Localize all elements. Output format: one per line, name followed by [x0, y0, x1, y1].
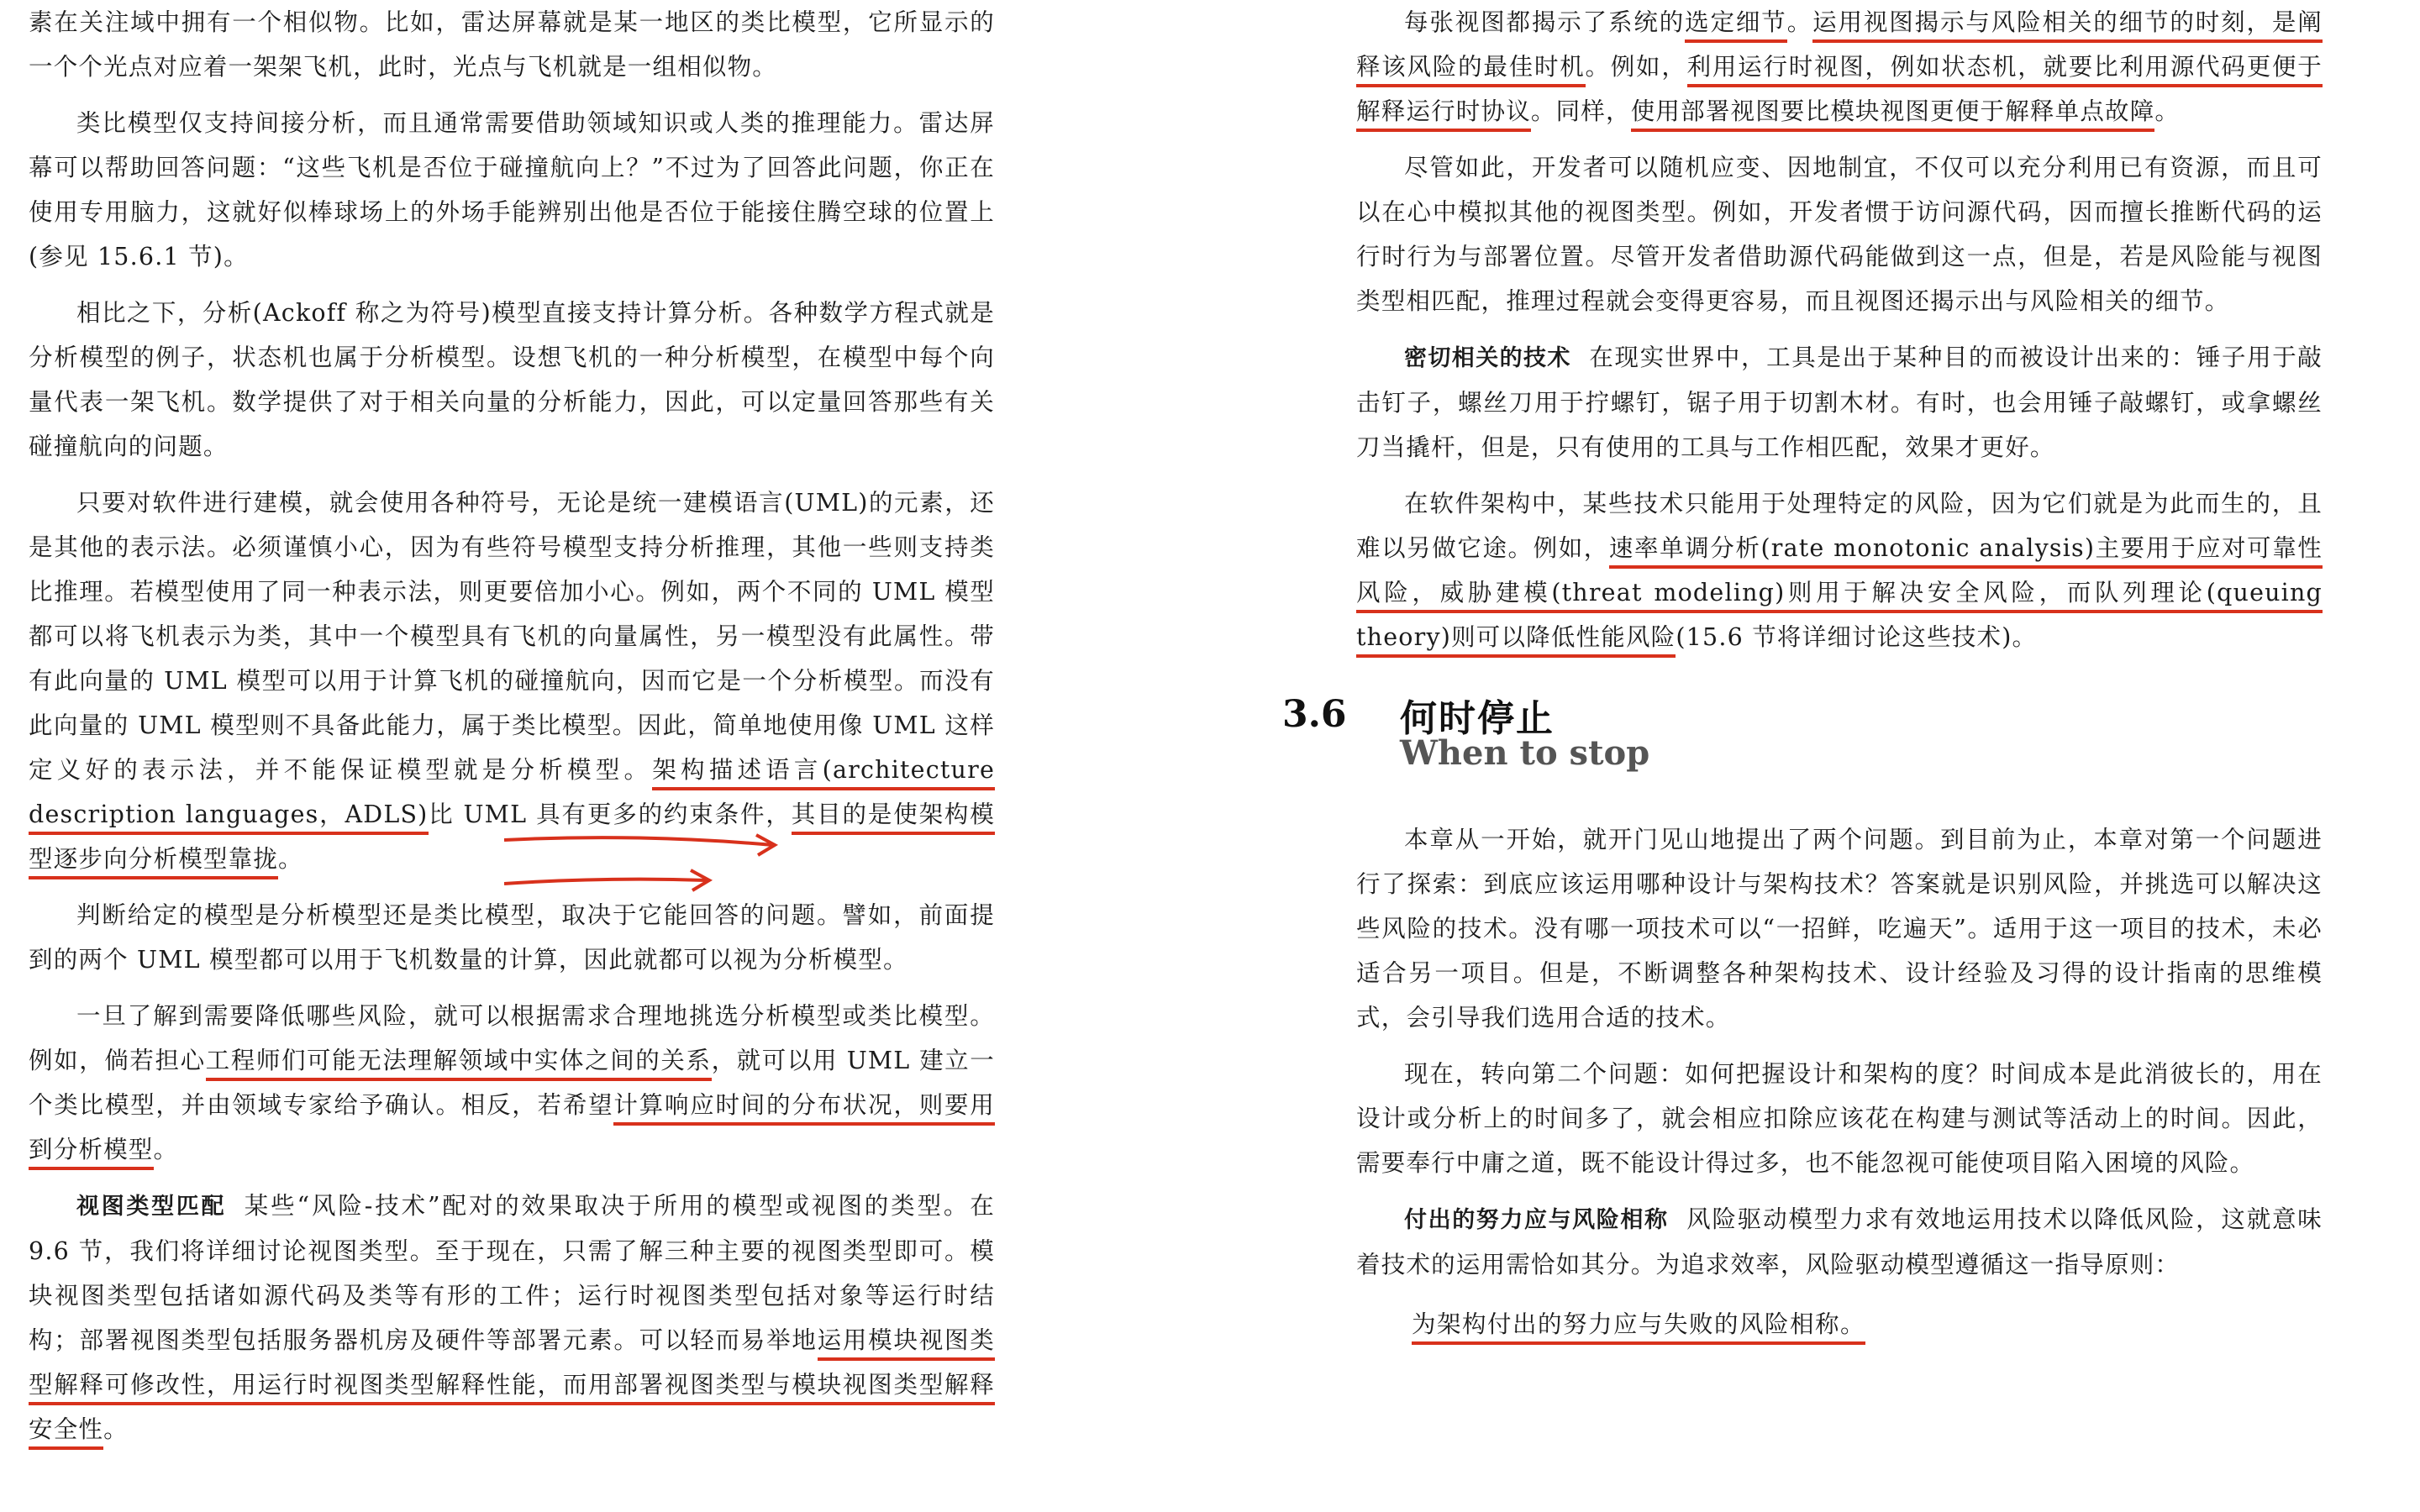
underline-mark: 工程师们可能无法理解领域中实体之间的关系: [206, 1047, 712, 1081]
underline-mark: 选定细节: [1685, 8, 1787, 43]
underline-mark: 运用模块视图类型解释可修改性，用运行时视图类型解释性能，而用部署视图类型与模块视图类型解释安全性: [29, 1326, 995, 1450]
run-in-heading: 付出的努力应与风险相称: [1404, 1207, 1669, 1233]
red-arrow-mark: [504, 832, 781, 899]
paragraph: 只要对软件进行建模，就会使用各种符号，无论是统一建模语言(UML)的元素，还是其他的表示法。必须谨慎小心，因为有些符号模型支持分析推理，其他一些则支持类比推理。若模型使用了同一种表示法，则更要倍加小心。例如，两个不同的 UML 模型都可以将飞机表示为类，其中一个模型具有飞机的向量属性，另一模型没有此属性。带有此向量的 UML 模型可以用于计算飞机的碰撞航向，因而它是一个分析模型。而没有此向量的 UML 模型则不具备此能力，属于类比模型。因此，简单地使用像 UML 这样定义好的表示法，并不能保证模型就是分析模型。架构描述语言(architecture description languages，ADLS)比 UML 具有更多的约束条件，其目的是使架构模型逐步向分析模型靠拢。: [29, 480, 995, 881]
paragraph: 相比之下，分析(Ackoff 称之为符号)模型直接支持计算分析。各种数学方程式就是分析模型的例子，状态机也属于分析模型。设想飞机的一种分析模型，在模型中每个向量代表一架飞机。数学提供了对于相关向量的分析能力，因此，可以定量回答那些有关碰撞航向的问题。: [29, 299, 995, 460]
paragraph: 类比模型仅支持间接分析，而且通常需要借助领域知识或人类的推理能力。雷达屏幕可以帮助回答问题：“这些飞机是否位于碰撞航向上？”不过为了回答此问题，你正在使用专用脑力，这就好似棒球场上的外场手能辨别出他是否位于能接住腾空球的位置上(参见 15.6.1 节)。: [29, 109, 995, 270]
paragraph: 付出的努力应与风险相称 风险驱动模型力求有效地运用技术以降低风险，这就意味着技术的运用需恰如其分。为追求效率，风险驱动模型遵循这一指导原则：: [1356, 1205, 2323, 1278]
paragraph: 判断给定的模型是分析模型还是类比模型，取决于它能回答的问题。譬如，前面提到的两个 UML 模型都可以用于飞机数量的计算，因此就都可以视为分析模型。: [29, 901, 995, 974]
guiding-principle: [1412, 1302, 2323, 1347]
paragraph: 现在，转向第二个问题：如何把握设计和架构的度？时间成本是此消彼长的，用在设计或分析上的时间多了，就会相应扣除应该花在构建与测试等活动上的时间。因此，需要奉行中庸之道，既不能设计得过多，也不能忽视可能使项目陷入困境的风险。: [1356, 1060, 2323, 1177]
run-in-heading: 密切相关的技术: [1404, 345, 1571, 371]
left-page: [29, 0, 995, 1452]
underline-mark: 速率单调分析(rate monotonic analysis)主要用于应对可靠性风险，威胁建模(threat modeling)则用于解决安全风险，而队列理论(queuing theory)则可以降低性能风险: [1356, 534, 2323, 658]
run-in-heading: 视图类型匹配: [76, 1194, 227, 1220]
section-title: 何时停止: [1400, 697, 1555, 740]
paragraph: 本章从一开始，就开门见山地提出了两个问题。到目前为止，本章对第一个问题进行了探索：到底应该运用哪种设计与架构技术？答案就是识别风险，并挑选可以解决这些风险的技术。没有哪一项技术可以“一招鲜，吃遍天”。适用于这一项目的技术，未必适合另一项目。但是，不断调整各种架构技术、设计经验及习得的设计指南的思维模式，会引导我们选用合适的技术。: [1356, 826, 2323, 1032]
paragraph: 在软件架构中，某些技术只能用于处理特定的风险，因为它们就是为此而生的，且难以另做它途。例如，速率单调分析(rate monotonic analysis)主要用于应对可靠性风险，威胁建模(threat modeling)则用于解决安全风险，而队列理论(queuing theory)则可以降低性能风险(15.6 节将详细讨论这些技术)。: [1356, 481, 2323, 659]
underline-mark: 计算响应时间的分布状况，则要用到分析模型: [29, 1091, 995, 1170]
underline-mark: 利用运行时视图，例如状态机，就要比利用源代码更便于解释运行时协议: [1356, 53, 2323, 132]
right-page: [1282, 0, 2323, 1347]
underline-mark: 其目的是使架构模型逐步向分析模型靠拢: [29, 801, 995, 879]
underline-mark: 架构描述语言(architecture description languages，ADLS): [29, 756, 995, 835]
paragraph: 视图类型匹配 某些“风险-技术”配对的效果取决于所用的模型或视图的类型。在 9.6 节，我们将详细讨论视图类型。至于现在，只需了解三种主要的视图类型即可。模块视图类型包括诸如源代码及类等有形的工件；运行时视图类型包括对象等运行时结构；部署视图类型包括服务器机房及硬件等部署元素。可以轻而易举地运用模块视图类型解释可修改性，用运行时视图类型解释性能，而用部署视图类型与模块视图类型解释安全性。: [29, 1184, 995, 1452]
paragraph: 素在关注域中拥有一个相似物。比如，雷达屏幕就是某一地区的类比模型，它所显示的一个个光点对应着一架架飞机，此时，光点与飞机就是一组相似物。: [29, 8, 995, 81]
paragraph: 密切相关的技术 在现实世界中，工具是出于某种目的而被设计出来的：锤子用于敲击钉子，螺丝刀用于拧螺钉，锯子用于切割木材。有时，也会用锤子敲螺钉，或拿螺丝刀当撬杆，但是，只有使用的工具与工作相匹配，效果才更好。: [1356, 344, 2323, 461]
section-number: 3.6: [1282, 693, 1347, 736]
paragraph: 一旦了解到需要降低哪些风险，就可以根据需求合理地挑选分析模型或类比模型。例如，倘若担心工程师们可能无法理解领域中实体之间的关系，就可以用 UML 建立一个类比模型，并由领域专家给予确认。相反，若希望计算响应时间的分布状况，则要用到分析模型。: [29, 994, 995, 1172]
paragraph: 每张视图都揭示了系统的选定细节。运用视图揭示与风险相关的细节的时刻，是阐释该风险的最佳时机。例如，利用运行时视图，例如状态机，就要比利用源代码更便于解释运行时协议。同样，使用部署视图要比模块视图更便于解释单点故障。: [1356, 0, 2323, 134]
underline-mark: 为架构付出的努力应与失败的风险相称。: [1412, 1310, 1865, 1345]
section-title-english: When to stop: [1400, 733, 1650, 773]
section-heading: [1282, 693, 2323, 785]
underline-mark: 运用视图揭示与风险相关的细节的时刻，是阐释该风险的最佳时机: [1356, 8, 2323, 87]
underline-mark: 使用部署视图要比模块视图更便于解释单点故障: [1631, 97, 2155, 132]
paragraph: 尽管如此，开发者可以随机应变、因地制宜，不仅可以充分利用已有资源，而且可以在心中模拟其他的视图类型。例如，开发者惯于访问源代码，因而擅长推断代码的运行时行为与部署位置。尽管开发者借助源代码能做到这一点，但是，若是风险能与视图类型相匹配，推理过程就会变得更容易，而且视图还揭示出与风险相关的细节。: [1356, 154, 2323, 315]
